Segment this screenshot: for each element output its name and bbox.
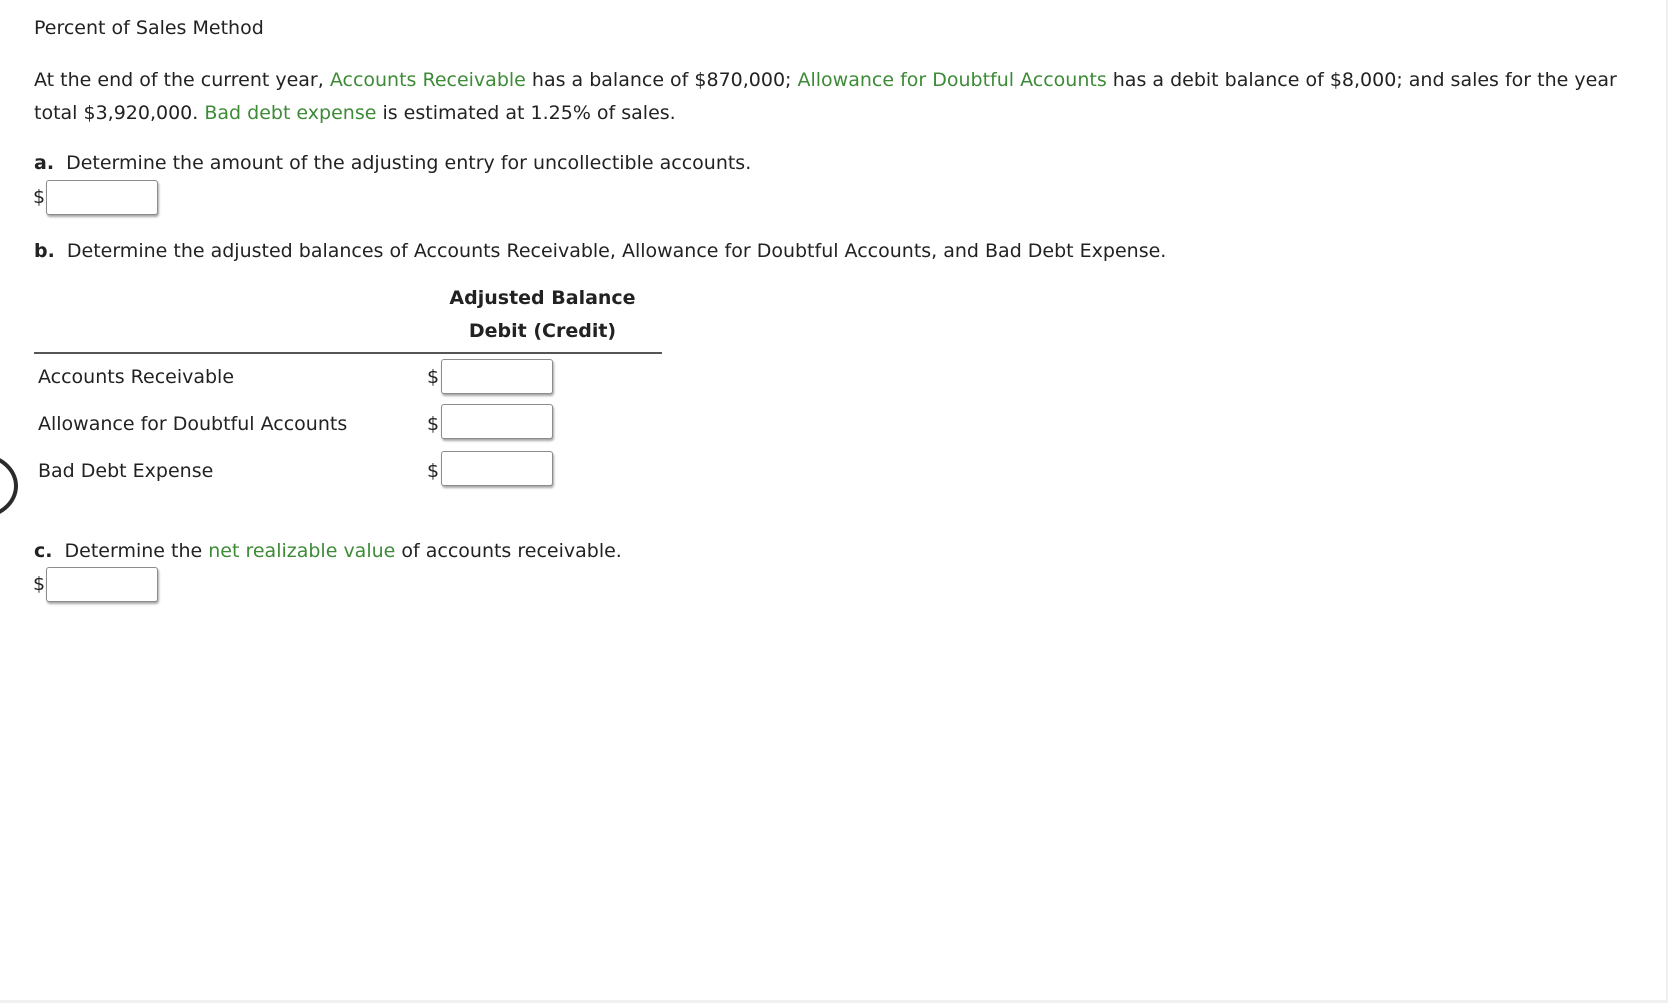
column-header-line-1: Adjusted Balance — [449, 287, 636, 309]
question-b-letter: b. — [34, 240, 55, 262]
adjusting-entry-amount-input[interactable] — [46, 180, 158, 215]
intro-text-1: At the end of the current year, — [34, 69, 330, 91]
row-label-allowance-doubtful-accounts: Allowance for Doubtful Accounts — [38, 413, 348, 435]
allowance-doubtful-accounts-balance-input[interactable] — [441, 404, 553, 439]
intro-text-4: is estimated at 1.25% of sales. — [376, 102, 676, 124]
problem-statement — [34, 64, 1634, 130]
question-c — [34, 540, 622, 562]
currency-symbol-bde: $ — [427, 460, 440, 482]
net-realizable-value-input[interactable] — [46, 567, 158, 602]
intro-text-2: has a balance of $870,000; — [525, 69, 798, 91]
glossary-link-allowance-doubtful-accounts[interactable]: Allowance for Doubtful Accounts — [797, 69, 1107, 91]
question-c-text-before: Determine the — [64, 540, 209, 562]
row-label-bad-debt-expense: Bad Debt Expense — [38, 460, 214, 482]
glossary-link-net-realizable-value[interactable]: net realizable value — [208, 540, 396, 562]
question-a-text: Determine the amount of the adjusting entry for uncollectible accounts. — [66, 152, 752, 174]
adjusted-balance-column-header — [420, 282, 665, 348]
question-a — [34, 152, 751, 174]
column-header-line-2: Debit (Credit) — [468, 320, 617, 342]
currency-symbol-ar: $ — [427, 366, 440, 388]
intro-text-3: has a debit balance of $8,000; and sales for the year total $3,920,000. — [34, 69, 1617, 124]
currency-symbol-c: $ — [33, 573, 46, 595]
accounts-receivable-balance-input[interactable] — [441, 359, 553, 394]
question-c-letter: c. — [34, 540, 53, 562]
bad-debt-expense-balance-input[interactable] — [441, 451, 553, 486]
glossary-link-bad-debt-expense[interactable]: Bad debt expense — [204, 102, 377, 124]
page-title: Percent of Sales Method — [34, 17, 264, 39]
row-label-accounts-receivable: Accounts Receivable — [38, 366, 235, 388]
glossary-link-accounts-receivable[interactable]: Accounts Receivable — [329, 69, 526, 91]
table-header-rule — [34, 352, 662, 354]
currency-symbol-afda: $ — [427, 413, 440, 435]
question-b-text: Determine the adjusted balances of Accounts Receivable, Allowance for Doubtful Accounts, and Bad Debt Expense. — [66, 240, 1167, 262]
question-c-text-after: of accounts receivable. — [395, 540, 622, 562]
question-b — [34, 240, 1166, 262]
currency-symbol-a: $ — [33, 186, 46, 208]
question-a-letter: a. — [34, 152, 55, 174]
